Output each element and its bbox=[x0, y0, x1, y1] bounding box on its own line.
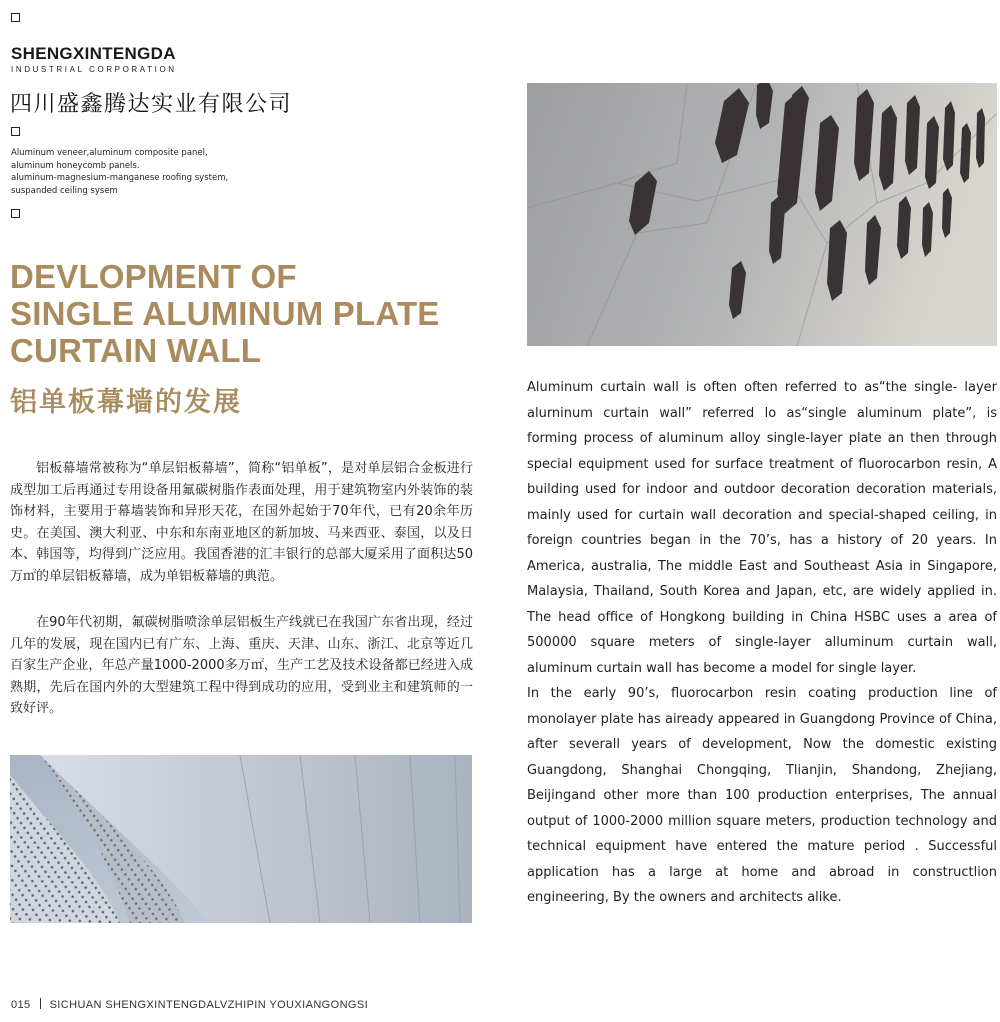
square-bullet-icon bbox=[11, 209, 20, 218]
product-line: aluminum honeycomb panels. bbox=[11, 160, 140, 171]
brand-name: SHENGXINTENGDA bbox=[11, 44, 176, 63]
footer-company: SICHUAN SHENGXINTENGDALVZHIPIN YOUXIANGONGSI bbox=[49, 999, 369, 1011]
footer-divider bbox=[40, 998, 41, 1009]
title-line: DEVLOPMENT OF bbox=[10, 258, 297, 295]
product-line: aluminum-magnesium-manganese roofing system, bbox=[11, 173, 229, 183]
page-title bbox=[10, 258, 440, 369]
square-bullet-icon bbox=[11, 13, 20, 22]
title-line: SINGLE ALUMINUM PLATE bbox=[10, 295, 440, 332]
en-paragraph: Aluminum curtain wall is often often referred to as“the single- layer alurninum curtain wall” referred lo as“single aluminum plate”, is forming process of aluminum alloy single-layer plate an then through special equipment used for surface treatment of fluorocarbon resin, A building used for indoor and outdoor decoration decoration materials, mainly used for curtain wall decoration and special-shaped ceiling, in foreign countries began in the 70’s, has a history of 20 years. In America, australia, The middle East and Southeast Asia in Singapore, Malaysia, Thailand, South Korea and Japan, etc, are widely applied in. The head office of Hongkong building in China HSBC uses a area of 500000 square meters of single-layer alluminum curtain wall, aluminum curtain wall has become a model for single layer. bbox=[527, 380, 997, 676]
title-line: CURTAIN WALL bbox=[10, 332, 262, 369]
facade-photo bbox=[527, 83, 997, 346]
product-line: Aluminum veneer,aluminum composite panel, bbox=[11, 148, 208, 158]
page-title-cn: 铝单板幕墙的发展 bbox=[10, 387, 242, 418]
cn-paragraph: 在90年代初期，氟碳树脂喷涂单层铝板生产线就已在我国广东省出现，经过几年的发展，现在国内已有广东、上海、重庆、天津、山东、浙江、北京等近几百家生产企业，年总产量1000-2000多万㎡，生产工艺及技术设备都已经进入成熟期，先后在国内外的大型建筑工程中得到成功的应用，受到业主和建筑师的一致好评。 bbox=[10, 615, 473, 717]
curved-building-image bbox=[10, 755, 472, 923]
hexagon-facade-image bbox=[527, 83, 997, 346]
product-line: suspanded ceiling sysem bbox=[11, 185, 118, 196]
company-name-cn: 四川盛鑫腾达实业有限公司 bbox=[10, 92, 293, 117]
building-photo bbox=[10, 755, 472, 923]
page-footer bbox=[11, 998, 368, 1011]
english-body-text bbox=[527, 375, 997, 911]
en-paragraph: In the early 90’s, fluorocarbon resin coating production line of monolayer plate has aiready appeared in Guangdong Province of China, after severall years of development, Now the domestic existing Guangdong, Shanghai Chongqing, Tlianjin, Shandong, Zhejiang, Beijingand other more than 100 production enterprises, The annual output of 1000-2000 million square meters, production technology and technical equipment have entered the mature period . Successful application has a large at home and abroad in constructlion engineering, By the owners and architects alike. bbox=[527, 686, 997, 905]
square-bullet-icon bbox=[11, 127, 20, 136]
product-list bbox=[11, 147, 228, 197]
page-number: 015 bbox=[11, 999, 31, 1011]
cn-paragraph: 铝板幕墙常被称为“单层铝板幕墙”，简称“铝单板”，是对单层铝合金板进行成型加工后再通过专用设备用氟碳树脂作表面处理，用于建筑物室内外装饰的装饰材料，主要用于幕墙装饰和异形天花，在国外起始于70年代，已有20余年历史。在美国、澳大利亚、中东和东南亚地区的新加坡、马来西亚、泰国，以及日本、韩国等，均得到广泛应用。我国香港的汇丰银行的总部大厦采用了面积达50万㎡的单层铝板幕墙，成为单铝板幕墙的典范。 bbox=[10, 461, 473, 584]
brand-subtitle: INDUSTRIAL CORPORATION bbox=[11, 65, 177, 74]
